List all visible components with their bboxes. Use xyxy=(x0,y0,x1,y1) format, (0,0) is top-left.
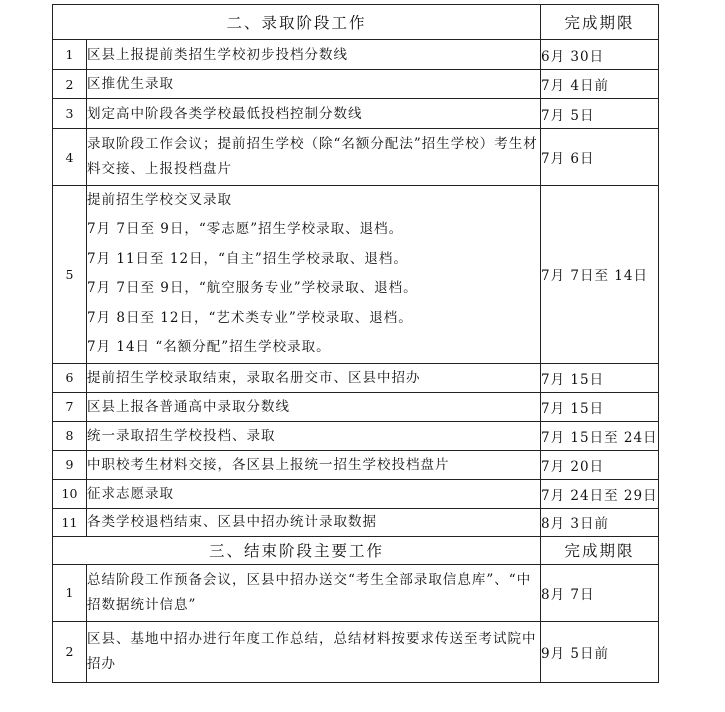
section-title: 二、录取阶段工作 xyxy=(53,5,541,40)
task-text-multiline xyxy=(87,186,541,364)
row-number: 4 xyxy=(53,129,87,186)
table-row xyxy=(53,508,659,536)
task-text: 录取阶段工作会议；提前招生学校（除“名额分配法”招生学校）考生材料交接、上报投档盘片 xyxy=(87,129,541,186)
deadline-text: 7月 4日前 xyxy=(541,70,659,99)
deadline-text: 8月 7日 xyxy=(541,564,659,621)
table-row xyxy=(53,450,659,479)
task-text: 中职校考生材料交接，各区县上报统一招生学校投档盘片 xyxy=(87,450,541,479)
section-title: 三、结束阶段主要工作 xyxy=(53,536,541,564)
table-row xyxy=(53,186,659,364)
task-text: 区县、基地中招办进行年度工作总结，总结材料按要求传送至考试院中招办 xyxy=(87,621,541,682)
deadline-header: 完成期限 xyxy=(541,536,659,564)
deadline-text: 7月 6日 xyxy=(541,129,659,186)
deadline-text: 7月 24日至 29日 xyxy=(541,479,659,508)
row-number: 3 xyxy=(53,99,87,129)
deadline-text: 7月 15日 xyxy=(541,363,659,392)
task-text: 区推优生录取 xyxy=(87,70,541,99)
task-text: 统一录取招生学校投档、录取 xyxy=(87,421,541,450)
deadline-header: 完成期限 xyxy=(541,5,659,40)
table-row xyxy=(53,70,659,99)
table-row xyxy=(53,99,659,129)
task-line: 7月 14日 “名额分配”招生学校录取。 xyxy=(87,339,331,355)
table-row xyxy=(53,363,659,392)
task-line: 7月 7日至 9日，“航空服务专业”学校录取、退档。 xyxy=(87,280,418,296)
deadline-text: 7月 7日至 14日 xyxy=(541,186,659,364)
table-row xyxy=(53,421,659,450)
deadline-text: 6月 30日 xyxy=(541,40,659,70)
table-row xyxy=(53,564,659,621)
task-line: 提前招生学校交叉录取 xyxy=(87,192,232,208)
row-number: 11 xyxy=(53,508,87,536)
row-number: 7 xyxy=(53,392,87,421)
table-row xyxy=(53,621,659,682)
task-text: 划定高中阶段各类学校最低投档控制分数线 xyxy=(87,99,541,129)
task-text: 提前招生学校录取结束，录取名册交市、区县中招办 xyxy=(87,363,541,392)
table-row xyxy=(53,40,659,70)
table-row xyxy=(53,129,659,186)
section-header-row xyxy=(53,5,659,40)
task-text: 区县上报提前类招生学校初步投档分数线 xyxy=(87,40,541,70)
deadline-text: 7月 5日 xyxy=(541,99,659,129)
task-text: 各类学校退档结束、区县中招办统计录取数据 xyxy=(87,508,541,536)
schedule-table xyxy=(52,4,659,683)
task-line: 7月 8日至 12日，“艺术类专业”学校录取、退档。 xyxy=(87,309,413,326)
task-text: 总结阶段工作预备会议，区县中招办送交“考生全部录取信息库”、“中招数据统计信息” xyxy=(87,564,541,621)
task-line: 7月 7日至 9日，“零志愿”招生学校录取、退档。 xyxy=(87,221,404,237)
table-row xyxy=(53,479,659,508)
row-number: 2 xyxy=(53,621,87,682)
deadline-text: 7月 15日至 24日 xyxy=(541,421,659,450)
row-number: 8 xyxy=(53,421,87,450)
section-header-row xyxy=(53,536,659,564)
deadline-text: 8月 3日前 xyxy=(541,508,659,536)
row-number: 10 xyxy=(53,479,87,508)
deadline-text: 9月 5日前 xyxy=(541,621,659,682)
row-number: 5 xyxy=(53,186,87,364)
deadline-text: 7月 15日 xyxy=(541,392,659,421)
row-number: 6 xyxy=(53,363,87,392)
row-number: 2 xyxy=(53,70,87,99)
deadline-text: 7月 20日 xyxy=(541,450,659,479)
row-number: 1 xyxy=(53,564,87,621)
task-text: 征求志愿录取 xyxy=(87,479,541,508)
task-text: 区县上报各普通高中录取分数线 xyxy=(87,392,541,421)
row-number: 1 xyxy=(53,40,87,70)
table-row xyxy=(53,392,659,421)
row-number: 9 xyxy=(53,450,87,479)
task-line: 7月 11日至 12日，“自主”招生学校录取、退档。 xyxy=(87,250,408,267)
